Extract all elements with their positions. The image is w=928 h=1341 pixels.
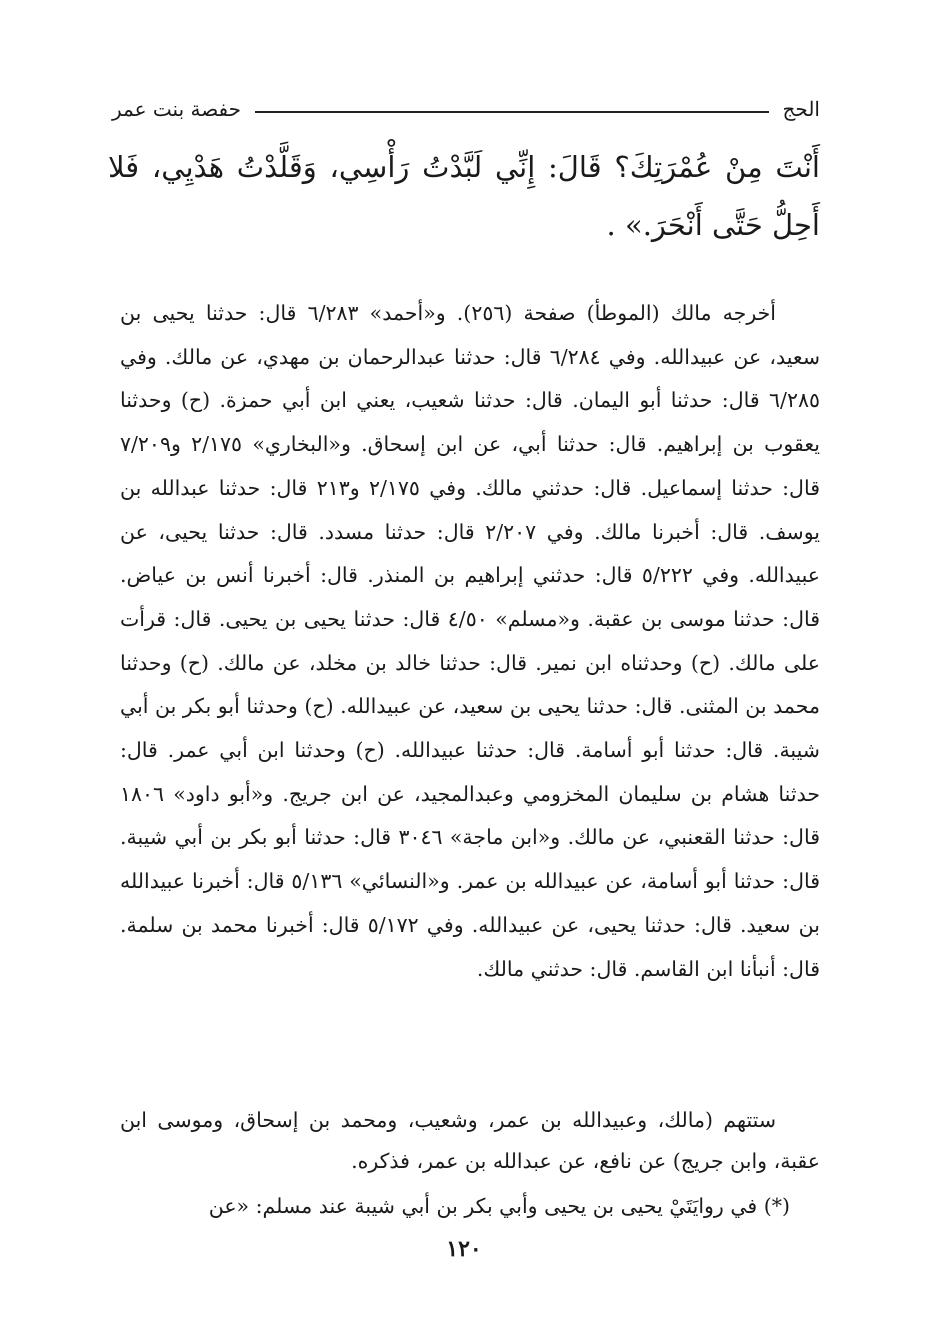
running-header xyxy=(112,92,820,126)
page-number: ١٢٠ xyxy=(446,1236,482,1262)
book-section-title: الحج xyxy=(782,97,820,121)
takhrij-paragraph: أخرجه مالك (الموطأ) صفحة (٢٥٦). و«أحمد» ٦/٢٨٣ قال: حدثنا يحيى بن سعيد، عن عبيدالله. وفي ٦/٢٨٤ قال: حدثنا عبدالرحمان بن مهدي، عن مالك. وفي ٦/٢٨٥ قال: حدثنا أبو اليمان. قال: حدثنا شعيب، يعني ابن أبي حمزة. (ح) وحدثنا يعقوب بن إبراهيم. قال: حدثنا أبي، عن ابن إسحاق. و«البخاري» ٢/١٧٥ و٧/٢٠٩ قال: حدثنا إسماعيل. قال: حدثني مالك. وفي ٢/١٧٥ و٢١٣ قال: حدثنا عبدالله بن يوسف. قال: أخبرنا مالك. وفي ٢/٢٠٧ قال: حدثنا مسدد. قال: حدثنا يحيى، عن عبيدالله. وفي ٥/٢٢٢ قال: حدثني إبراهيم بن المنذر. قال: أخبرنا أنس بن عياض. قال: حدثنا موسى بن عقبة. و«مسلم» ٤/٥٠ قال: حدثنا يحيى بن يحيى. قال: قرأت على مالك. (ح) وحدثناه ابن نمير. قال: حدثنا خالد بن مخلد، عن مالك. (ح) وحدثنا محمد بن المثنى. قال: حدثنا يحيى بن سعيد، عن عبيدالله. (ح) وحدثنا أبو بكر بن أبي شيبة. قال: حدثنا أبو أسامة. قال: حدثنا عبيدالله. (ح) وحدثنا ابن أبي عمر. قال: حدثنا هشام بن سليمان المخزومي وعبدالمجيد، عن ابن جريج. و«أبو داود» ١٨٠٦ قال: حدثنا القعنبي، عن مالك. و«ابن ماجة» ٣٠٤٦ قال: حدثنا أبو بكر بن أبي شيبة. قال: حدثنا أبو أسامة، عن عبيدالله بن عمر. و«النسائي» ٥/١٣٦ قال: أخبرنا عبيدالله بن سعيد. قال: حدثنا يحيى، عن عبيدالله. وفي ٥/١٧٢ قال: أخبرنا محمد بن سلمة. قال: أنبأنا ابن القاسم. قال: حدثني مالك. xyxy=(120,301,821,981)
footnote-paragraph: (*) في روايَتَيْ يحيى بن يحيى وأبي بكر بن أبي شيبة عند مسلم: «عن xyxy=(208,1194,790,1218)
chain-summary-paragraph: ستتهم (مالك، وعبيدالله بن عمر، وشعيب، ومحمد بن إسحاق، وموسى ابن عقبة، وابن جريج) عن نافع، عن عبدالله بن عمر، فذكره. xyxy=(120,1108,820,1173)
hadith-text: أَنْتَ مِنْ عُمْرَتِكَ؟ قَالَ: إِنِّي لَبَّدْتُ رَأْسِي، وَقَلَّدْتُ هَدْيِي، فَلا أَحِلُّ حَتَّى أَنْحَرَ.» . xyxy=(108,150,820,242)
header-rule xyxy=(255,111,768,113)
narrator-section-title: حفصة بنت عمر xyxy=(112,97,242,121)
